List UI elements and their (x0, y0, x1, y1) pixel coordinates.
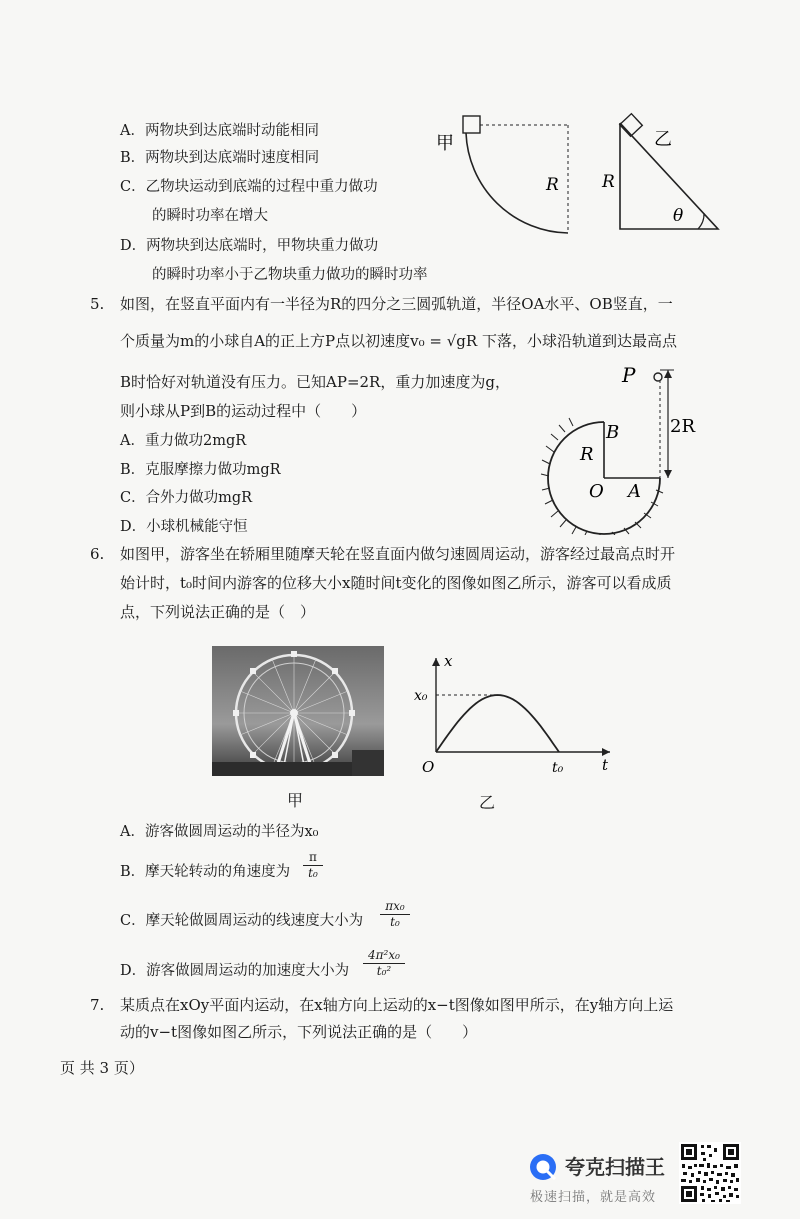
q4-label-jia: 甲 (436, 133, 454, 154)
q4-option-c-cont: 的瞬时功率在增大 (152, 208, 268, 224)
q6-option-b: B．摩天轮转动的角速度为 (120, 864, 291, 880)
quark-logo-icon (528, 1152, 558, 1182)
q6-graph-x0: x₀ (414, 688, 428, 704)
q5-line-2: 个质量为m的小球自A的正上方P点以初速度v₀ = √gR 下落，小球沿轨道到达最高点 (120, 332, 677, 350)
q5-label-a: A (628, 481, 641, 502)
q5-figure (540, 360, 700, 535)
fraction-denominator: t₀² (376, 964, 392, 978)
q5-label-r: R (580, 444, 594, 465)
q5-number: 5. (90, 295, 105, 313)
fraction-denominator: t₀ (308, 866, 318, 880)
q4-figure-jia (436, 116, 568, 233)
q4-label-r2: R (602, 172, 615, 192)
q6-graph-t0: t₀ (552, 760, 564, 776)
qr-code-icon (679, 1142, 741, 1204)
q6-graph-x-label: t (602, 756, 609, 774)
q7-line-1: 某质点在xOy平面内运动，在x轴方向上运动的x−t图像如图甲所示，在y轴方向上运 (120, 996, 674, 1014)
q6-graph-origin: O (422, 758, 435, 776)
ferris-wheel-photo (212, 646, 384, 776)
q6-option-a: A．游客做圆周运动的半径为x₀ (120, 824, 319, 840)
q6-option-c-fraction (380, 899, 410, 930)
fraction-numerator: πx₀ (380, 899, 410, 915)
q6-line-2: 始计时，t₀时间内游客的位移大小x随时间t变化的图像如图乙所示，游客可以看成质 (120, 574, 672, 592)
q5-option-a: A．重力做功2mgR (120, 433, 247, 449)
q6-graph-caption: 乙 (479, 793, 496, 812)
q6-graph (410, 650, 620, 780)
q5-option-c: C．合外力做功mgR (120, 490, 253, 506)
q6-graph-curve (436, 695, 559, 752)
q5-line-1: 如图，在竖直平面内有一半径为R的四分之三圆弧轨道，半径OA水平、OB竖直，一 (120, 295, 673, 313)
q6-graph-y-label: x (444, 652, 453, 670)
q4-option-c: C．乙物块运动到底端的过程中重力做功 (120, 179, 378, 195)
q4-label-yi: 乙 (654, 129, 672, 150)
q6-option-d-fraction (363, 948, 405, 979)
q5-option-d: D．小球机械能守恒 (120, 519, 248, 535)
q5-label-o: O (589, 481, 604, 502)
q5-option-b: B．克服摩擦力做功mgR (120, 462, 281, 478)
q5-line-3: B时恰好对轨道没有压力。已知AP=2R，重力加速度为g， (120, 373, 510, 391)
q6-option-c: C．摩天轮做圆周运动的线速度大小为 (120, 913, 364, 929)
q4-option-a: A．两物块到达底端时动能相同 (120, 123, 319, 139)
q6-line-3: 点，下列说法正确的是（ ） (120, 603, 316, 621)
q4-option-d-cont: 的瞬时功率小于乙物块重力做功的瞬时功率 (152, 267, 428, 283)
brand-slogan: 极速扫描，就是高效 (530, 1190, 657, 1205)
q4-option-b: B．两物块到达底端时速度相同 (120, 150, 320, 166)
q6-number: 6. (90, 545, 105, 563)
q5-label-2r: 2R (670, 416, 696, 437)
fraction-numerator: 4π²x₀ (363, 948, 405, 964)
q7-number: 7. (90, 996, 105, 1014)
fraction-denominator: t₀ (390, 915, 400, 929)
q4-figure-yi (601, 114, 718, 229)
q6-option-d: D．游客做圆周运动的加速度大小为 (120, 963, 350, 979)
fraction-numerator: π (303, 850, 323, 866)
q6-photo-caption: 甲 (287, 791, 304, 810)
q4-label-theta: θ (673, 206, 684, 226)
q5-label-b: B (606, 422, 620, 443)
brand-name: 夸克扫描王 (565, 1155, 665, 1179)
q6-line-1: 如图甲，游客坐在轿厢里随摩天轮在竖直面内做匀速圆周运动，游客经过最高点时开 (120, 545, 676, 563)
q7-line-2: 动的v−t图像如图乙所示，下列说法正确的是（ ） (120, 1023, 478, 1041)
q4-option-d: D．两物块到达底端时，甲物块重力做功 (120, 238, 379, 254)
q4-label-r1: R (546, 175, 559, 195)
q6-option-b-fraction (303, 850, 323, 881)
q5-line-4: 则小球从P到B的运动过程中（ ） (120, 402, 367, 420)
page-footer: 页 共 3 页） (60, 1059, 144, 1077)
q5-label-p: P (622, 363, 636, 387)
q4-figure (420, 105, 730, 245)
